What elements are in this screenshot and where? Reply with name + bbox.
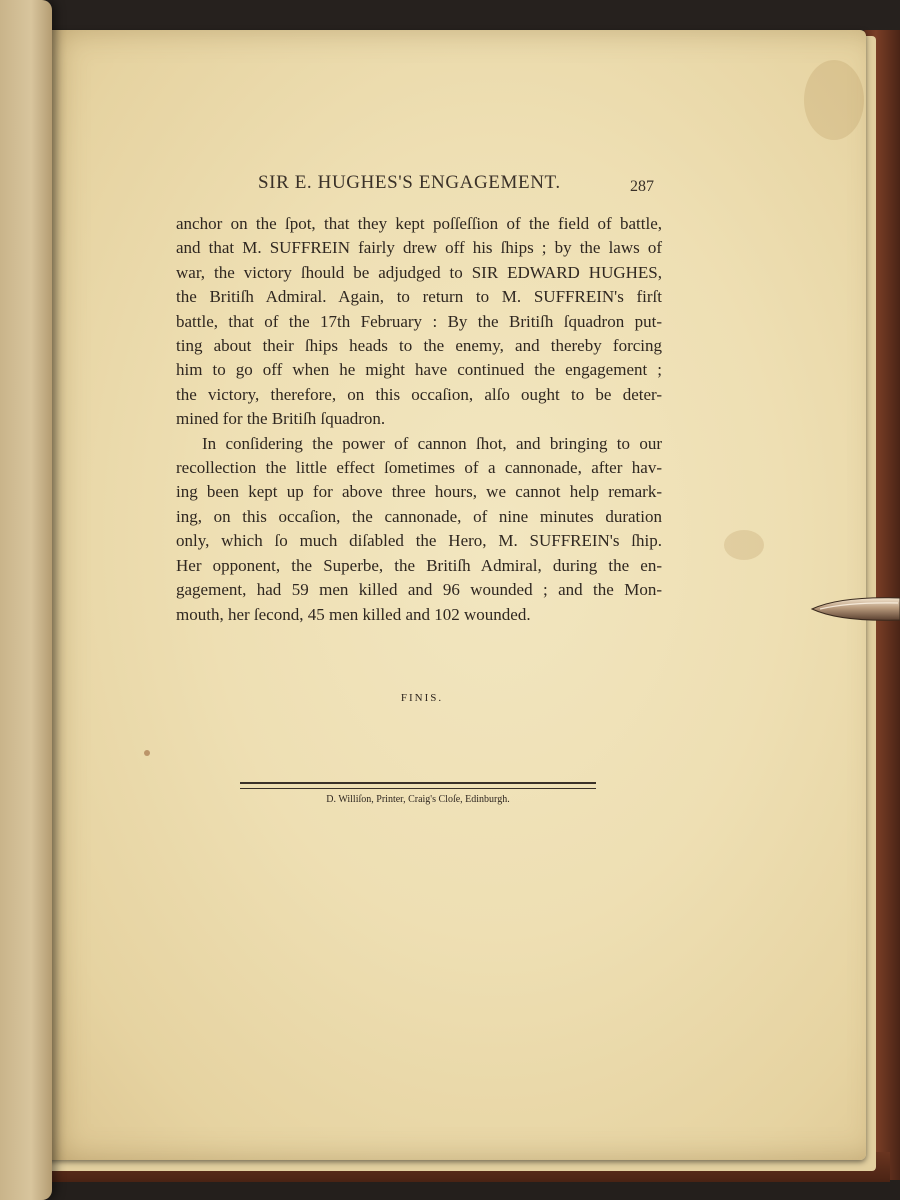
double-rule — [240, 782, 596, 789]
text-line: the Britiſh Admiral. Again, to return to M. SUFFREIN's firſt — [176, 287, 662, 307]
foxing-spot — [144, 750, 150, 756]
previous-page-edge — [0, 0, 52, 1200]
foxing-spot — [724, 530, 764, 560]
text-line: ing been kept up for above three hours, we cannot help remark- — [176, 482, 662, 502]
text-line: gagement, had 59 men killed and 96 wounded ; and the Mon- — [176, 580, 662, 600]
text-line: war, the victory ſhould be adjudged to SIR EDWARD HUGHES, — [176, 262, 662, 282]
page-number: 287 — [630, 178, 654, 195]
text-line: ting about their ſhips heads to the enemy, and thereby forcing — [176, 336, 662, 356]
text-line: In conſidering the power of cannon ſhot, and bringing to our — [202, 433, 662, 453]
body-text — [176, 212, 662, 627]
text-line: battle, that of the 17th February : By the Britiſh ſquadron put- — [176, 311, 662, 331]
text-line: him to go off when he might have continued the engagement ; — [176, 360, 662, 380]
text-line: Her opponent, the Superbe, the Britiſh Admiral, during the en- — [176, 555, 662, 575]
text-line: only, which ſo much diſabled the Hero, M. SUFFREIN's ſhip. — [176, 531, 662, 551]
metal-clasp — [810, 594, 900, 624]
text-line: anchor on the ſpot, that they kept poſſeſſion of the field of battle, — [176, 214, 662, 233]
paragraph-1 — [176, 212, 662, 432]
text-line: mouth, her ſecond, 45 men killed and 102 wounded. — [176, 604, 531, 624]
text-line: recollection the little effect ſometimes of a cannonade, after hav- — [176, 458, 662, 478]
text-line: mined for the Britiſh ſquadron. — [176, 409, 386, 429]
paragraph-2 — [176, 432, 662, 627]
text-line: the victory, therefore, on this occaſion, alſo ought to be deter- — [176, 384, 662, 404]
text-line: ing, on this occaſion, the cannonade, of nine minutes duration — [176, 506, 662, 526]
text-line: and that M. SUFFREIN fairly drew off his ſhips ; by the laws of — [176, 238, 662, 258]
finis-label: FINIS. — [400, 692, 444, 704]
printer-imprint: D. Williſon, Printer, Craig's Cloſe, Edinburgh. — [326, 794, 510, 805]
foxing-spot — [804, 60, 864, 140]
running-title: SIR E. HUGHES'S ENGAGEMENT. — [258, 172, 561, 193]
